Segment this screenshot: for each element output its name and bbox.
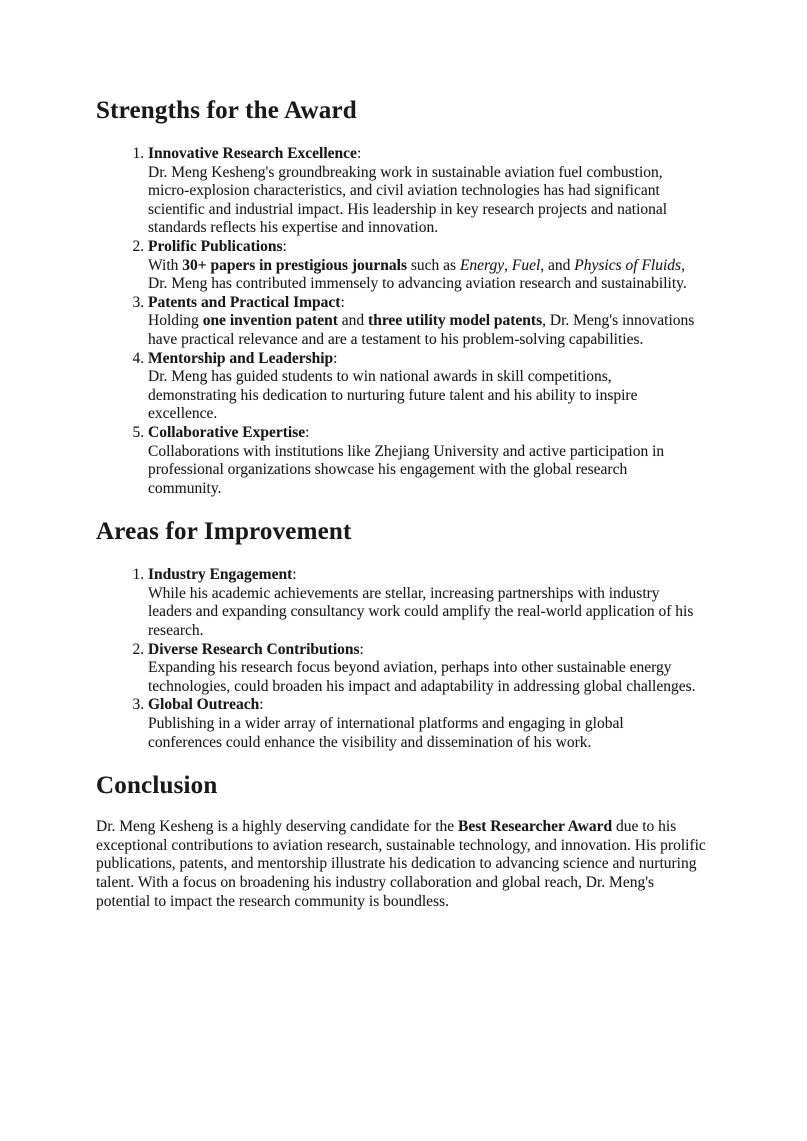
section-strengths — [96, 96, 710, 498]
heading-strengths-for-the-award: Strengths for the Award — [96, 97, 357, 124]
text-run: With — [148, 256, 183, 274]
text-run: , — [504, 256, 512, 274]
text-run: Dr. Meng Kesheng is a highly deserving candidate for the — [96, 818, 459, 836]
text-run: While his academic achievements are stellar, increasing partnerships with industry leaders and expanding consultancy work could amplify the real-world application of his research. — [148, 584, 694, 640]
list-item-title: Innovative Research Excellence — [148, 145, 357, 162]
text-run: Fuel — [511, 256, 541, 274]
list-item-title: Collaborative Expertise — [148, 423, 306, 441]
list-item-title-colon: : — [282, 237, 287, 255]
text-run: three utility model patents — [368, 312, 543, 330]
list-item-title: Prolific Publications — [148, 237, 283, 255]
list-item-title-colon: : — [259, 696, 264, 714]
list-item-title-colon: : — [356, 145, 362, 162]
text-run: Publishing in a wider array of international platforms and engaging in global conferences could enhance the visibility and dissemination of his work. — [148, 715, 624, 751]
text-run: Physics of Fluids — [574, 256, 682, 274]
heading-conclusion: Conclusion — [96, 772, 218, 800]
list-item — [148, 696, 696, 752]
list-item-title-colon: : — [305, 423, 310, 441]
list-item-title-colon: : — [340, 293, 345, 311]
list-item-title-colon: : — [333, 349, 338, 367]
list-item-title-colon: : — [292, 566, 297, 584]
list-item — [148, 294, 696, 350]
list-item-title-colon: : — [359, 640, 364, 658]
strengths-list — [96, 145, 696, 498]
section-conclusion — [96, 771, 710, 911]
list-item — [148, 145, 696, 238]
text-run: Best Researcher Award — [458, 818, 613, 836]
text-run: , and — [540, 256, 575, 274]
text-run: Collaborations with institutions like Zhejiang University and active participation in professional organizations showcase his engagement with the global research community. — [148, 442, 665, 497]
text-run: one invention patent — [202, 312, 338, 330]
text-run: Dr. Meng has guided students to win national awards in skill competitions, demonstrating his dedication to nurturing future talent and his ability to inspire excellence. — [148, 368, 638, 423]
text-run: , Dr. Meng's innovations have practical relevance and are a testament to his problem-solving capabilities. — [148, 312, 695, 348]
improvement-list — [96, 566, 696, 752]
text-run: Expanding his research focus beyond aviation, perhaps into other sustainable energy technologies, could broaden his impact and adaptability in addressing global challenges. — [148, 659, 696, 695]
text-run: Energy — [459, 256, 505, 274]
text-run: such as — [406, 256, 460, 274]
list-item-title: Diverse Research Contributions — [148, 640, 360, 658]
text-run: 30+ papers in prestigious journals — [182, 256, 407, 274]
text-run: and — [337, 312, 369, 330]
list-item — [148, 238, 696, 294]
heading-areas-for-improvement: Areas for Improvement — [96, 518, 352, 546]
list-item-title: Patents and Practical Impact — [148, 293, 341, 311]
list-item-title: Industry Engagement — [148, 566, 293, 584]
list-item — [148, 350, 696, 424]
list-item — [148, 424, 696, 498]
list-item-title: Mentorship and Leadership — [148, 349, 334, 367]
text-run: Dr. Meng Kesheng's groundbreaking work in sustainable aviation fuel combustion, micro-explosion characteristics, and civil aviation technologies has had significant scientific and industrial impact. His leadership in key research projects and national standards reflects his expertise and innovation. — [148, 163, 668, 237]
text-run: , Dr. Meng has contributed immensely to advancing aviation research and sustainability. — [148, 256, 687, 293]
conclusion-paragraph — [96, 818, 710, 911]
list-item — [148, 641, 696, 697]
list-item-title: Global Outreach — [148, 696, 260, 714]
text-run: Holding — [148, 312, 203, 330]
text-run: due to his exceptional contributions to aviation research, sustainable technology, and innovation. His prolific publications, patents, and mentorship illustrate his dedication to advancing science and nurturing talent. With a focus on broadening his industry collaboration and global reach, Dr. Meng's potential to impact the research community is boundless. — [96, 818, 706, 910]
section-areas-for-improvement — [96, 517, 710, 752]
list-item — [148, 566, 696, 640]
